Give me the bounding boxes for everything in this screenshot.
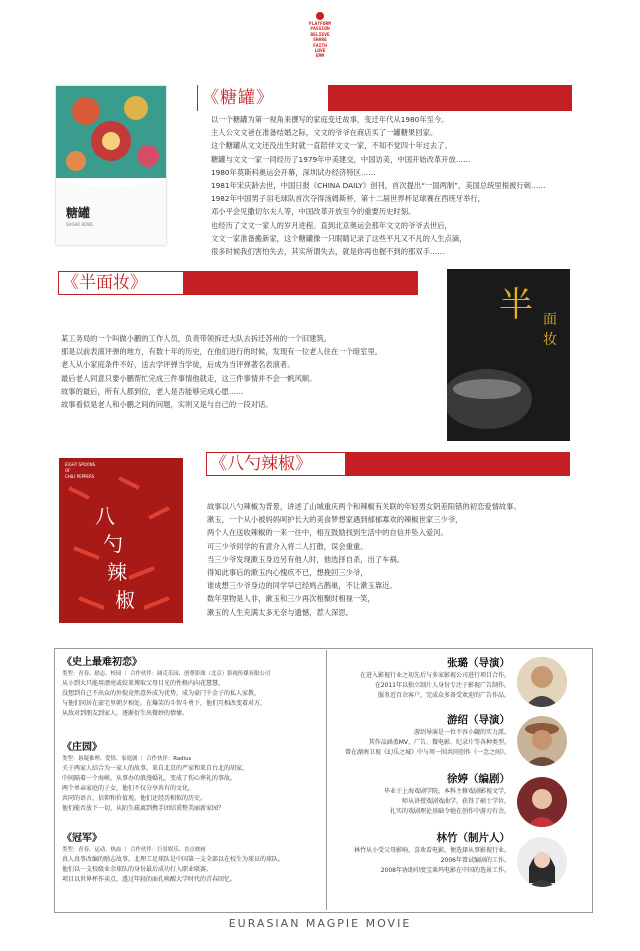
section-title-text: 《八勺辣椒》 [210,454,312,474]
film-line: 与他们同居在豪宅里朝夕相处。在爆笑的斗智斗勇下，他们互相改变着对方， [62,700,267,707]
film-meta: 类型：青春、运动、热血 ｜ 合作伙伴：巨景娱乐、直点映画 [62,847,206,853]
synopsis-line: 这个糖罐从文文还没出生时就一直陪伴文文一家，不知不觉四十年过去了。 [211,141,452,151]
synopsis-half-makeup [61,332,382,411]
avatar-face [531,666,553,688]
person-xu-ting [384,772,510,817]
film-meta: 类型：青春、励志、校园 ｜ 合作伙伴：阔克乐园、创尊影图（北京）影视传媒有限公司 [62,671,271,677]
synopsis-line: 最后老人同意只要小鹏帮忙完成三件事情他就走，这三件事情并不会一帆风顺。 [61,373,317,383]
logo-line: LOVE [314,49,326,55]
logo-mark [316,12,324,20]
teacup-shape [447,369,532,429]
film-line: 两个单亲家庭的子女，他们不仅分享共有的文化， [62,785,195,792]
poster-en-title: EIGHT SPOONS [65,462,96,467]
synopsis-line: 谁成想三少爷身边的同学早已经鸠占鹊巢，不让漱玉靠近。 [207,581,397,591]
avatar-face [532,730,552,750]
poster-title: 糖罐 [66,206,91,220]
film-title: 《史上最难初恋》 [62,657,142,668]
avatar-portrait [517,777,567,827]
person-name: 徐婷（编剧） [447,773,510,785]
synopsis-line: 以一个糖罐为第一视角来撰写的家庭变迁故事，变迁年代从1980年至今。 [211,115,449,124]
flower-center [102,132,120,150]
poster-char: 妆 [543,332,557,348]
person-zhang-lu [360,656,510,701]
person-line: 游绍导演是一位不容小觑的实力派。 [413,729,510,736]
synopsis-line: 某工务局的一个叫做小鹏的工作人员，负责带领拆迁大队去拆迁苏州的一个旧建筑。 [61,334,331,343]
synopsis-line: 1981年宋庆龄去世，中国日报《CHINA DAILY》创刊，首次提出“一国两制”，美国总统里根被行刺…… [211,180,546,190]
section-title-sugar-bowl [197,85,572,111]
person-line: 扎实的戏剧理论基础令她在创作中游刃有余。 [389,808,510,815]
avatar-portrait [517,837,567,887]
synopsis-line: 1982年中国男子羽毛球队首次夺得汤姆斯杯，第十二届世界杯足球赛在西班牙举行， [211,194,485,204]
film-line: 没想到自己不出众的外貌竟然意外成为优势，成为豪门千金子的私人家教， [62,690,261,697]
logo-line: PLATFORM [308,22,332,27]
logo-line: SHARE [313,38,327,44]
avatar [517,716,567,766]
synopsis-line: 数年里物是人非，漱玉和三少再次相聚时相视一笑， [207,594,375,604]
section-title-half-makeup [58,271,418,295]
person-name: 游绍（导演） [447,714,510,726]
synopsis-line: 漱玉的人生充满太多无奈与遗憾，惹人深思。 [207,607,353,617]
poster-half-makeup [447,269,570,441]
flower-shape [124,96,148,120]
person-line: 毕业于上海戏剧学院。本科主修戏剧影视文学， [383,788,510,795]
synopsis-chili [207,500,521,619]
film-line: 从敌对到朋友到家人，逐渐衍生出微妙的情愫。 [62,710,189,717]
poster-char: 八 [95,504,115,528]
synopsis-line: 那是以前表演评弹的地方，有数十年的历史，在他们进行的时候，发现有一位老人住在一个暗室里。 [61,347,383,357]
poster-char: 半 [499,285,533,325]
person-line: 其作品涵盖MV、广告、微电影、纪录片等各种类型。 [368,739,510,746]
teacup-rim [453,379,521,399]
person-line: 林竹从小受父母影响，喜欢看电影，便选择从事影视行业。 [353,847,510,854]
poster-sugar-bowl [56,86,166,245]
person-line: 2008年协助印度宝莱坞电影在中国的选景工作。 [380,867,510,874]
avatar [517,657,567,707]
poster-char: 辣 [107,560,127,584]
poster-char: 面 [543,312,557,328]
poster-char: 椒 [115,588,135,612]
synopsis-line: 两个人在送收辣椒的一来一往中，相互鼓励找到生活中的自信并坠入爱河。 [207,528,448,538]
person-line: 2006年曾试编剧的工作。 [440,857,510,864]
footer-brand: EURASIAN MAGPIE MOVIE [228,917,412,930]
film-line: 关于两家人结合为一家人的故事。来自北京的严家和来自台北的胡家， [62,765,249,772]
film-line: 真人真事改编的励志故事。北理工足球队是中国第一支全部以在校生为球员的球队。 [62,856,285,863]
synopsis-line: 当三少爷发现漱玉身边另有他人时，他选择自杀，出了车祸。 [207,554,405,564]
avatar-portrait [517,657,567,707]
person-line: 在2011年以独立制片人身份专注于影视广告制作。 [374,682,510,689]
section-title-chili [206,452,570,476]
synopsis-line: 故事看似是老人和小鹏之间的问题，实则又是与自己的一段对话。 [61,399,273,409]
synopsis-line: 邓小平会见撒切尔夫人等，中国改革开放至今的重要历史时刻。 [211,207,416,217]
synopsis-sugar-bowl [211,113,546,258]
flower-shape [137,145,159,167]
film-champion [62,832,284,885]
synopsis-line: 主人公文文爸在准备结婚之际，文文的爷爷在商店买了一罐糖果回家。 [211,128,438,138]
avatar [517,837,567,887]
synopsis-line: 可三少爷同学的有意介入将二人打散，误会重重。 [207,541,368,551]
film-line: 他们以一支校级业余球队的身份最后成功打入职业联赛。 [62,866,213,873]
title-bar [328,85,572,111]
poster-char: 勺 [103,532,123,556]
person-lin-zhu [354,831,510,876]
synopsis-line: 文文一家准备搬新家，这个糖罐像一只眼睛记录了这些平凡又不凡的人生点滴， [211,233,467,243]
person-line: 师从讲授戏剧戏曲学，获得了硕士学位。 [401,798,510,805]
flower-shape [66,151,86,171]
avatar [517,777,567,827]
poster-en-title: OF [65,468,71,473]
section-title-text: 《半面妆》 [62,273,147,293]
logo-line: EMM [315,54,325,60]
avatar-face [534,852,550,868]
film-line: 从小到大只能用漂亮或姣来博取父母目光的性格内向花慧慧， [62,680,225,687]
film-line: 中间隔着一个海峡。从事办的浪漫婚礼，变成了伤心葬礼的事故。 [62,775,237,782]
synopsis-line: 也经历了文文一家人的岁月进程。直到北京奥运会那年文文的爷爷去世后， [211,220,452,230]
logo-line: FAITH [313,43,327,49]
synopsis-line: 故事以八勺辣椒为背景，讲述了山城重庆两个和辣椒有关联的年轻男女阴差阳错的初恋爱情故事。 [207,502,521,511]
person-line: 服务近百余客户，完成众多备受欢迎的广告作品。 [377,692,510,699]
synopsis-line: 漱玉，一个从小被妈妈呵护长大的美食梦想家遇到郁郁寡欢的辣椒世家三少爷， [207,515,463,525]
flower-shape [72,97,100,125]
logo-line: BELIEVE [310,32,330,38]
synopsis-line: 老人从小家庭条件不好，送去学评弹当学徒，后成为当评弹著名表演者。 [61,360,295,370]
synopsis-line: 故事的最后，所有人都到位，老人是否能够完成心愿…… [61,386,244,396]
film-line: 他们能否放下一切，从陌生疏离到携手团结重整美丽新家园？ [62,805,225,812]
avatar-portrait [517,716,567,766]
synopsis-line: 糖罐与文文一家一同经历了1979年中美建交，中国访美，中国开始改革开放…… [211,154,471,164]
person-name: 林竹（制片人） [436,832,510,844]
synopsis-line: 很多时候我们害怕失去，其实所谓失去，就是你再也握不到的那双手…… [211,246,445,256]
film-title: 《庄园》 [62,742,102,753]
poster-chili [59,458,183,623]
film-line: 共同的语言，信仰和价值观。他们还经历相似的历史。 [62,795,207,802]
film-title: 《冠军》 [62,833,102,844]
person-you-shao [345,713,510,758]
logo-line: PASSION [310,27,330,33]
person-line: 曾在湖南卫视《幻乐之城》中与周一围共同创作《一念之间》。 [344,749,510,756]
avatar-face [532,789,552,809]
poster-subtitle: SUGAR BOWL [66,222,94,227]
synopsis-line: 得知此事后的漱玉内心愧疚不已，想挽回三少爷， [207,567,368,577]
panel-divider [326,650,327,910]
film-first-love [62,656,270,719]
film-line: 项目以世界杯作卖点，透过年轻的面孔唤醒大学时代的青春回忆。 [62,876,237,883]
synopsis-line: 1980年莫斯科奥运会开幕，深圳试办经济特区…… [211,167,376,177]
brand-logo [302,12,338,76]
section-title-text: 《糖罐》 [202,88,274,108]
person-line: 在进入影视行业之初先后与多家影视公司进行项目合作。 [359,672,510,679]
film-manor [62,741,248,814]
film-meta: 类型：悬疑推理、爱情、家庭剧 ｜ 合作伙伴：Radius [62,756,192,762]
poster-en-title: CHILI PEPPERS [65,474,95,479]
person-name: 张璐（导演） [447,657,510,669]
